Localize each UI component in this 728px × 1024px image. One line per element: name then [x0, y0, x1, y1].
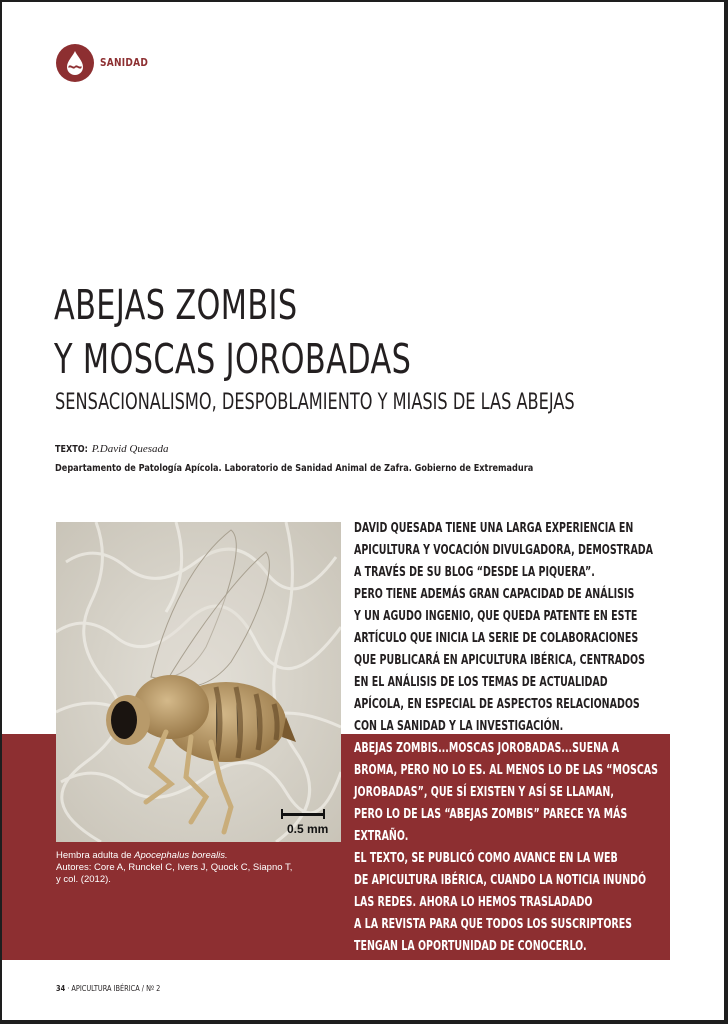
band-line: BROMA, PERO NO LO ES. AL MENOS LO DE LAS “MOSCAS [354, 763, 658, 778]
caption-credit-2: y col. (2012). [56, 874, 111, 885]
article-title-line-1: ABEJAS ZOMBIS [54, 281, 298, 329]
band-line: DE APICULTURA IBÉRICA, CUANDO LA NOTICIA INUNDÓ [354, 873, 647, 888]
band-line: ABEJAS ZOMBIS...MOSCAS JOROBADAS...SUENA A [354, 741, 620, 756]
author-name: P.David Quesada [91, 443, 169, 455]
band-line: EXTRAÑO. [354, 829, 409, 844]
caption-prefix: Hembra adulta de [56, 850, 135, 861]
caption-credit-1: Autores: Core A, Runckel C, Ivers J, Quock C, Siapno T, [56, 862, 293, 873]
article-subtitle: SENSACIONALISMO, DESPOBLAMIENTO Y MIASIS DE LAS ABEJAS [55, 390, 575, 415]
band-line: JOROBADAS”, QUE SÍ EXISTEN Y ASÍ SE LLAMAN, [354, 785, 614, 800]
scale-bar-label: 0.5 mm [287, 822, 329, 836]
byline [55, 443, 169, 455]
author-affiliation: Departamento de Patología Apícola. Laboratorio de Sanidad Animal de Zafra. Gobierno de Extremadura [55, 463, 534, 474]
intro-line: EN EL ANÁLISIS DE LOS TEMAS DE ACTUALIDAD [354, 675, 608, 690]
band-line: A LA REVISTA PARA QUE TODOS LOS SUSCRIPTORES [354, 917, 633, 932]
intro-line: CON LA SANIDAD Y LA INVESTIGACIÓN. [354, 719, 564, 734]
intro-line: PERO TIENE ADEMÁS GRAN CAPACIDAD DE ANÁLISIS [354, 587, 635, 602]
band-line: PERO LO DE LAS “ABEJAS ZOMBIS” PARECE YA MÁS [354, 807, 628, 822]
magazine-page [2, 2, 724, 1020]
intro-line: Y UN AGUDO INGENIO, QUE QUEDA PATENTE EN ESTE [354, 609, 638, 624]
honey-drop-icon [56, 44, 94, 82]
text-label: TEXTO: [55, 444, 88, 455]
band-line: EL TEXTO, SE PUBLICÓ COMO AVANCE EN LA WEB [354, 851, 618, 866]
band-line: LAS REDES. AHORA LO HEMOS TRASLADADO [354, 895, 593, 910]
intro-line: A TRAVÉS DE SU BLOG “DESDE LA PIQUERA”. [354, 565, 595, 580]
intro-line: ARTÍCULO QUE INICIA LA SERIE DE COLABORACIONES [354, 631, 639, 646]
fly-photo [56, 522, 341, 842]
intro-line: APICULTURA Y VOCACIÓN DIVULGADORA, DEMOSTRADA [354, 543, 654, 558]
intro-line: QUE PUBLICARÁ EN APICULTURA IBÉRICA, CENTRADOS [354, 653, 645, 668]
band-line: TENGAN LA OPORTUNIDAD DE CONOCERLO. [354, 939, 587, 954]
intro-line: DAVID QUESADA TIENE UNA LARGA EXPERIENCIA EN [354, 521, 634, 536]
page-number: 34 [56, 984, 66, 993]
article-title-line-2: Y MOSCAS JOROBADAS [54, 335, 412, 383]
intro-text [354, 518, 661, 958]
apocephalus-fly-image [56, 522, 341, 842]
section-badge [56, 44, 94, 82]
intro-line: APÍCOLA, EN ESPECIAL DE ASPECTOS RELACIONADOS [354, 697, 640, 712]
caption-species: Apocephalus borealis. [134, 850, 228, 861]
publication-name: · APICULTURA IBÉRICA / Nº 2 [65, 984, 161, 993]
section-label: SANIDAD [100, 56, 149, 69]
figure-caption [56, 850, 326, 886]
page-footer [56, 984, 160, 993]
